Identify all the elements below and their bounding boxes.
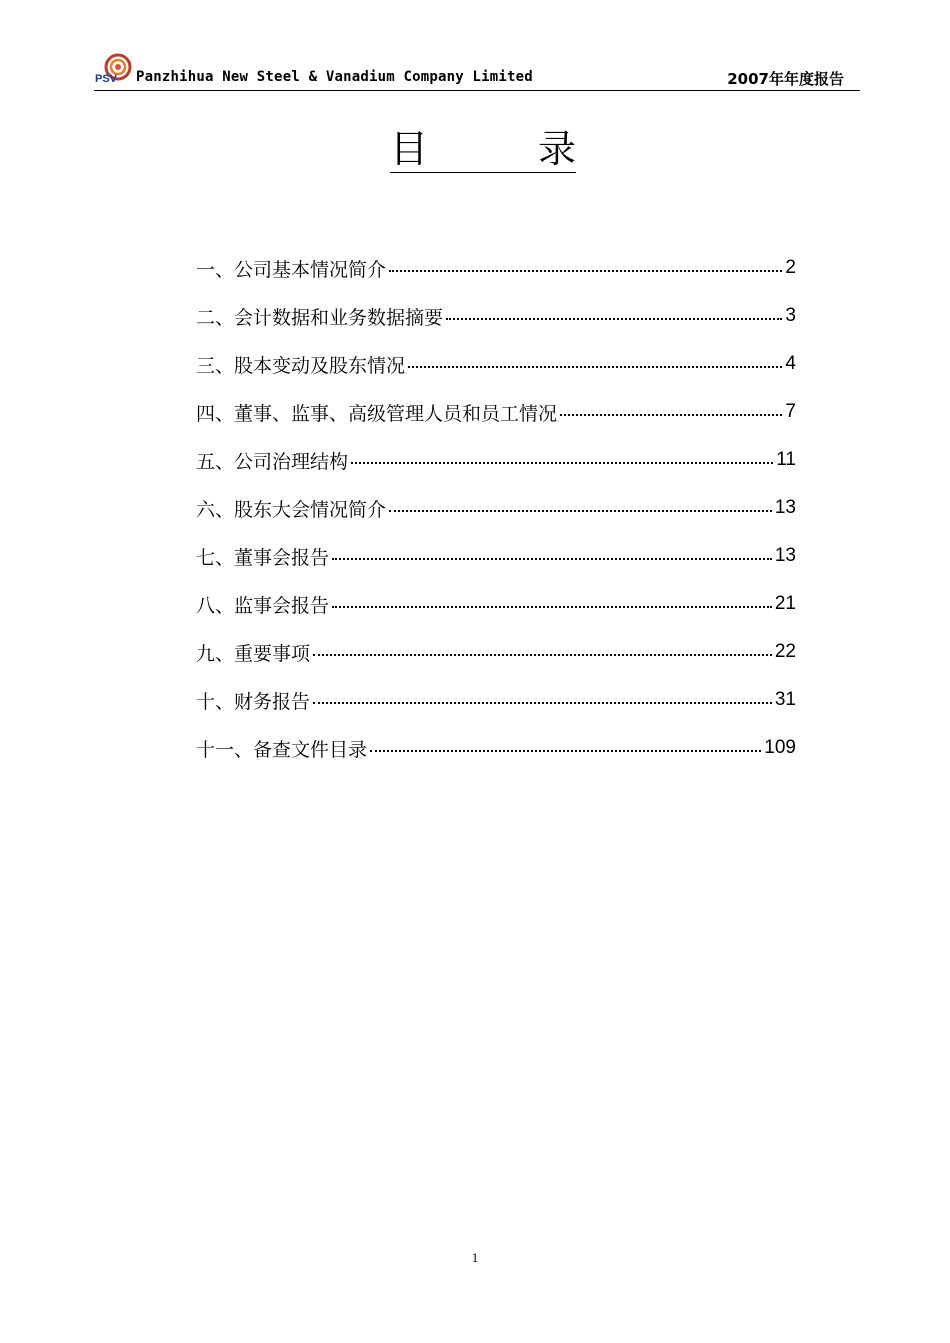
toc-entry-label: 九、重要事项 [196, 642, 311, 665]
toc-entry-page: 21 [774, 593, 796, 614]
toc-entry-page: 13 [774, 497, 796, 518]
toc-entry[interactable] [196, 724, 796, 772]
toc-entry-page: 22 [774, 641, 796, 662]
page-number: 1 [471, 1250, 479, 1265]
page-header [94, 52, 860, 91]
toc-entry[interactable] [196, 292, 796, 340]
toc-entry[interactable] [196, 244, 796, 292]
toc-entry-page: 13 [774, 545, 796, 566]
toc-entry-page: 3 [785, 305, 796, 326]
toc-dot-leader [313, 654, 772, 656]
toc-entry-label: 一、公司基本情况简介 [196, 258, 387, 281]
toc-entry[interactable] [196, 676, 796, 724]
toc-entry-label: 七、董事会报告 [196, 546, 330, 569]
toc-entry-page: 4 [785, 353, 796, 374]
toc-entry-page: 11 [776, 449, 796, 470]
toc-dot-leader [370, 750, 761, 752]
toc-entry-label: 二、会计数据和业务数据摘要 [196, 306, 444, 329]
toc-dot-leader [560, 414, 782, 416]
toc-entry-page: 7 [785, 401, 796, 422]
toc-entry[interactable] [196, 580, 796, 628]
toc-entry-label: 十一、备查文件目录 [196, 738, 368, 761]
toc-entry[interactable] [196, 484, 796, 532]
report-title: 2007年年度报告 [727, 70, 844, 88]
page-title [390, 126, 576, 173]
toc-entry[interactable] [196, 532, 796, 580]
toc-dot-leader [389, 270, 782, 272]
toc-entry-label: 三、股本变动及股东情况 [196, 354, 406, 377]
toc-entry-page: 31 [774, 689, 796, 710]
toc-entry-label: 五、公司治理结构 [196, 450, 349, 473]
toc-dot-leader [313, 702, 772, 704]
toc-entry-label: 八、监事会报告 [196, 594, 330, 617]
toc-dot-leader [351, 462, 773, 464]
toc-dot-leader [332, 606, 772, 608]
company-name: Panzhihua New Steel & Vanadium Company Limited [136, 69, 533, 85]
toc-entry[interactable] [196, 628, 796, 676]
title-char-1: 目 [390, 127, 429, 171]
toc-entry-label: 十、财务报告 [196, 690, 311, 713]
toc-dot-leader [332, 558, 772, 560]
toc-entry[interactable] [196, 388, 796, 436]
toc-dot-leader [389, 510, 772, 512]
toc-dot-leader [408, 366, 782, 368]
toc-entry-page: 109 [764, 737, 796, 758]
toc-entry[interactable] [196, 436, 796, 484]
toc-entry-page: 2 [785, 257, 796, 278]
toc-dot-leader [446, 318, 782, 320]
table-of-contents [196, 244, 796, 772]
title-char-2: 录 [537, 127, 576, 171]
company-logo-icon [94, 52, 134, 88]
toc-entry[interactable] [196, 340, 796, 388]
svg-text:PSV: PSV [95, 73, 118, 85]
toc-entry-label: 六、股东大会情况简介 [196, 498, 387, 521]
toc-entry-label: 四、董事、监事、高级管理人员和员工情况 [196, 402, 558, 425]
